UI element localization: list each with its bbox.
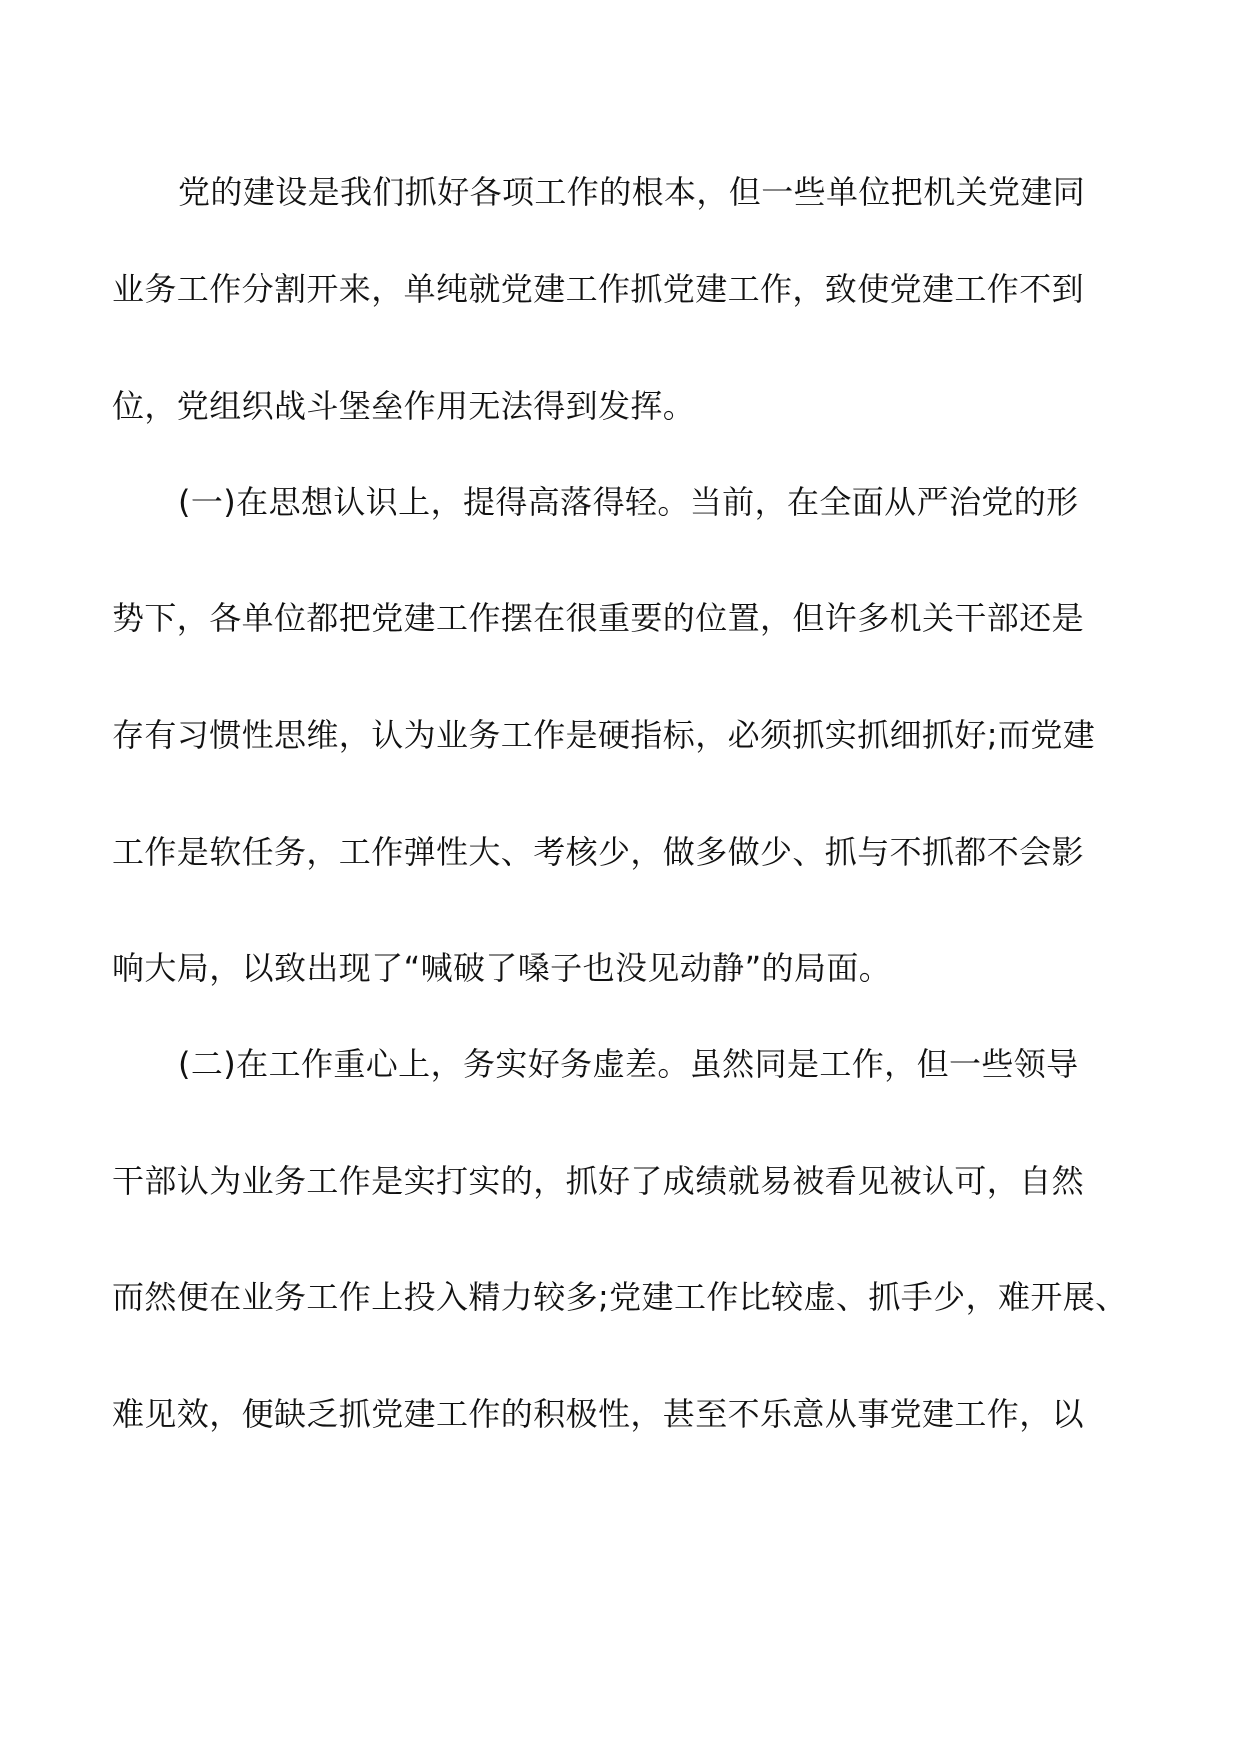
paragraph-3-line-4: 难见效，便缺乏抓党建工作的积极性，甚至不乐意从事党建工作，以 <box>112 1395 1085 1433</box>
paragraph-2-line-1: (一)在思想认识上，提得高落得轻。当前，在全面从严治党的形 <box>178 483 1079 521</box>
paragraph-2-line-2: 势下，各单位都把党建工作摆在很重要的位置，但许多机关干部还是 <box>112 599 1085 637</box>
paragraph-3-line-2: 干部认为业务工作是实打实的，抓好了成绩就易被看见被认可，自然 <box>112 1162 1085 1200</box>
paragraph-3-line-3: 而然便在业务工作上投入精力较多;党建工作比较虚、抓手少，难开展、 <box>112 1278 1128 1316</box>
paragraph-2-line-4: 工作是软任务，工作弹性大、考核少，做多做少、抓与不抓都不会影 <box>112 833 1085 871</box>
paragraph-2-line-5: 响大局，以致出现了“喊破了嗓子也没见动静”的局面。 <box>112 949 892 987</box>
paragraph-1-line-3: 位，党组织战斗堡垒作用无法得到发挥。 <box>112 387 696 425</box>
paragraph-1-line-1: 党的建设是我们抓好各项工作的根本，但一些单位把机关党建同 <box>178 173 1086 211</box>
paragraph-2-line-3: 存有习惯性思维，认为业务工作是硬指标，必须抓实抓细抓好;而党建 <box>112 716 1096 754</box>
paragraph-3-line-1: (二)在工作重心上，务实好务虚差。虽然同是工作，但一些领导 <box>178 1045 1079 1083</box>
paragraph-1-line-2: 业务工作分割开来，单纯就党建工作抓党建工作，致使党建工作不到 <box>112 270 1085 308</box>
